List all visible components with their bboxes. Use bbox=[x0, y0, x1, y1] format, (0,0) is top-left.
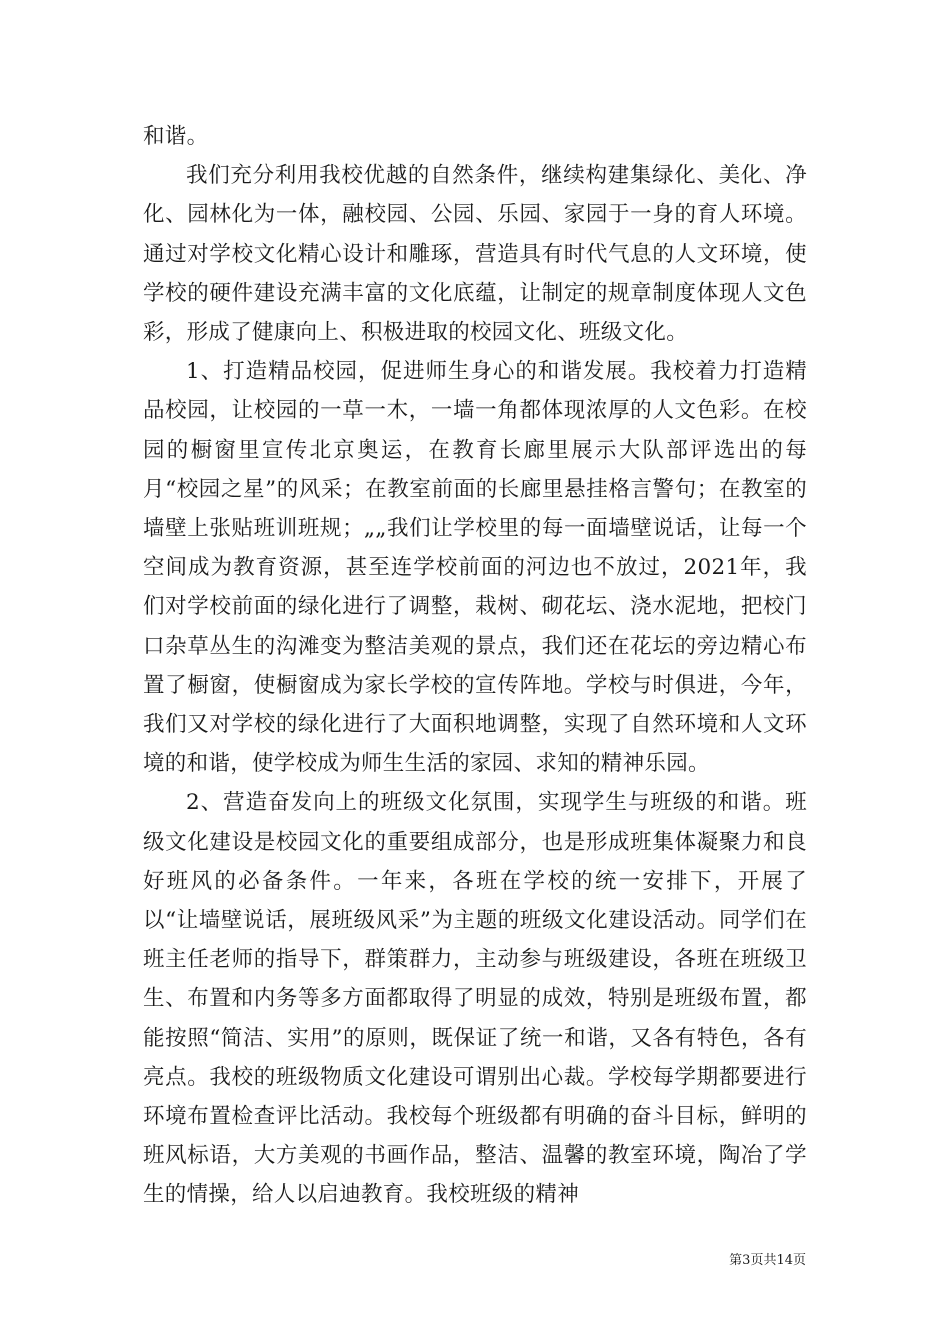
paragraph-continuation: 和谐。 bbox=[143, 124, 209, 149]
document-body bbox=[143, 117, 807, 1215]
paragraph-class-culture: 2、营造奋发向上的班级文化氛围，实现学生与班级的和谐。班级文化建设是校园文化的重要组成部分，也是形成班集体凝聚力和良好班风的必备条件。一年来，各班在学校的统一安排下，开展了以“让墙壁说话，展班级风采”为主题的班级文化建设活动。同学们在班主任老师的指导下，群策群力，主动参与班级建设，各班在班级卫生、布置和内务等多方面都取得了明显的成效，特别是班级布置，都能按照“简洁、实用”的原则，既保证了统一和谐，又各有特色，各有亮点。我校的班级物质文化建设可谓别出心裁。学校每学期都要进行环境布置检查评比活动。我校每个班级都有明确的奋斗目标，鲜明的班风标语，大方美观的书画作品，整洁、温馨的教室环境，陶冶了学生的情操，给人以启迪教育。我校班级的精神 bbox=[143, 790, 807, 1208]
paragraph-campus-environment: 我们充分利用我校优越的自然条件，继续构建集绿化、美化、净化、园林化为一体，融校园、公园、乐园、家园于一身的育人环境。通过对学校文化精心设计和雕琢，营造具有时代气息的人文环境，使学校的硬件建设充满丰富的文化底蕴，让制定的规章制度体现人文色彩，形成了健康向上、积极进取的校园文化、班级文化。 bbox=[143, 163, 807, 346]
paragraph-quality-campus: 1、打造精品校园，促进师生身心的和谐发展。我校着力打造精品校园，让校园的一草一木，一墙一角都体现浓厚的人文色彩。在校园的橱窗里宣传北京奥运，在教育长廊里展示大队部评选出的每月“校园之星”的风采；在教室前面的长廊里悬挂格言警句；在教室的墙壁上张贴班训班规；„„我们让学校里的每一面墙壁说话，让每一个空间成为教育资源，甚至连学校前面的河边也不放过，2021年，我们对学校前面的绿化进行了调整，栽树、砌花坛、浇水泥地，把校门口杂草丛生的沟滩变为整洁美观的景点，我们还在花坛的旁边精心布置了橱窗，使橱窗成为家长学校的宣传阵地。学校与时俱进，今年，我们又对学校的绿化进行了大面积地调整，实现了自然环境和人文环境的和谐，使学校成为师生生活的家园、求知的精神乐园。 bbox=[143, 359, 807, 777]
page-number: 第3页共14页 bbox=[729, 1253, 806, 1268]
